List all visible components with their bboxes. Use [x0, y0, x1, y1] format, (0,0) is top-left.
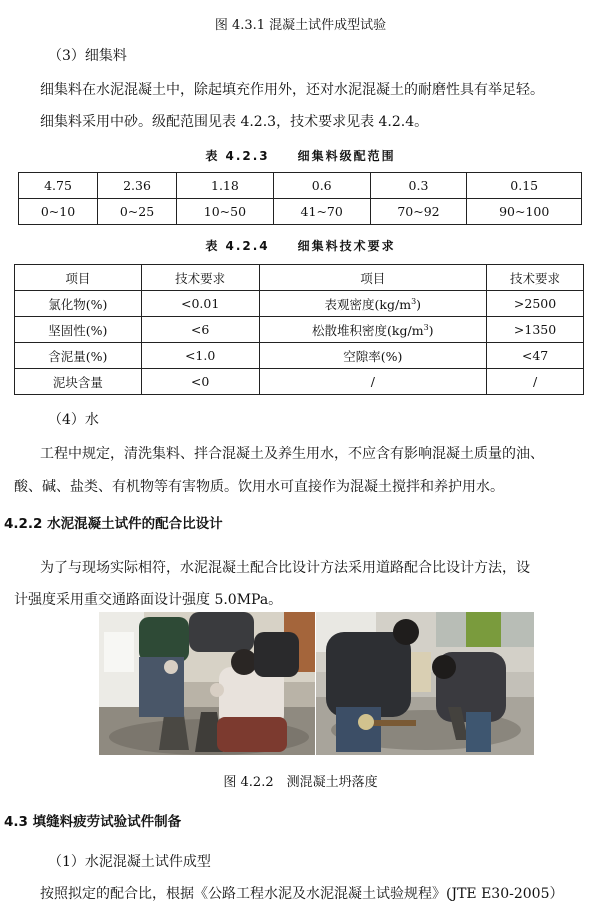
table-cell: 0.6	[273, 173, 370, 199]
unit-close-paren: )	[428, 322, 434, 338]
table-cell: 氯化物(%)	[15, 291, 142, 317]
para-4-2-2-line-1: 为了与现场实际相符，水泥混凝土配合比设计方法采用道路配合比设计方法，设	[40, 560, 530, 576]
table-4-2-4	[14, 264, 584, 395]
table-cell: 含泥量(%)	[15, 343, 142, 369]
table-cell: 0~10	[19, 199, 98, 225]
table-cell: 1.18	[177, 173, 274, 199]
table-header-cell: 技术要求	[487, 265, 584, 291]
unit-superscript: 3	[411, 296, 417, 306]
table-header-row	[15, 265, 584, 291]
table-cell-text: 松散堆积密度(kg/m	[312, 322, 424, 338]
table-cell: /	[487, 369, 584, 395]
table-row	[15, 343, 584, 369]
table-cell: <1.0	[141, 343, 259, 369]
table-cell: 空隙率(%)	[259, 343, 487, 369]
unit-superscript: 3	[423, 322, 429, 332]
table-cell: /	[259, 369, 487, 395]
table-cell: <47	[487, 343, 584, 369]
table-cell: 泥块含量	[15, 369, 142, 395]
table-cell: 41~70	[273, 199, 370, 225]
section-4-3-1-line-1: 按照拟定的配合比，根据《公路工程水泥及水泥混凝土试验规程》(JTE E30-2005）	[40, 886, 564, 902]
table-cell: <0	[141, 369, 259, 395]
table-4-2-3-caption: 表 4.2.3 细集料级配范围	[205, 149, 396, 163]
table-cell	[259, 291, 487, 317]
table-cell: 70~92	[370, 199, 467, 225]
table-cell: 0~25	[98, 199, 177, 225]
table-header-cell: 项目	[259, 265, 487, 291]
table-header-cell: 技术要求	[141, 265, 259, 291]
table-4-2-3	[18, 172, 582, 225]
table-cell: <0.01	[141, 291, 259, 317]
slump-test-photo-left	[99, 612, 315, 755]
unit-close-paren: )	[416, 296, 422, 312]
table-row	[15, 291, 584, 317]
heading-4-3: 4.3 填缝料疲劳试验试件制备	[4, 814, 182, 830]
figure-4-3-1-caption: 图 4.3.1 混凝土试件成型试验	[214, 18, 387, 33]
table-cell: 坚固性(%)	[15, 317, 142, 343]
table-header-cell: 项目	[15, 265, 142, 291]
table-row	[19, 173, 582, 199]
table-cell: 90~100	[467, 199, 582, 225]
table-cell: <6	[141, 317, 259, 343]
table-row	[15, 317, 584, 343]
table-cell: 0.15	[467, 173, 582, 199]
section-3-title: （3）细集料	[48, 48, 127, 64]
slump-test-photo-right-image	[316, 612, 534, 755]
table-cell: >1350	[487, 317, 584, 343]
table-cell	[259, 317, 487, 343]
table-cell: 0.3	[370, 173, 467, 199]
section-3-line-2: 细集料采用中砂。级配范围见表 4.2.3，技术要求见表 4.2.4。	[40, 114, 429, 130]
section-4-line-2: 酸、碱、盐类、有机物等有害物质。饮用水可直接作为混凝土搅拌和养护用水。	[14, 479, 504, 495]
table-cell: 2.36	[98, 173, 177, 199]
section-4-3-1-title: （1）水泥混凝土试件成型	[48, 854, 211, 870]
table-row	[19, 199, 582, 225]
heading-4-2-2: 4.2.2 水泥混凝土试件的配合比设计	[4, 516, 223, 532]
table-4-2-4-caption: 表 4.2.4 细集料技术要求	[205, 239, 396, 253]
section-3-line-1: 细集料在水泥混凝土中，除起填充作用外，还对水泥混凝土的耐磨性具有举足轻。	[40, 82, 544, 98]
section-4-line-1: 工程中规定，清洗集料、拌合混凝土及养生用水，不应含有影响混凝土质量的油、	[40, 446, 544, 462]
table-cell-text: 表观密度(kg/m	[324, 296, 412, 312]
table-row	[15, 369, 584, 395]
table-cell: 4.75	[19, 173, 98, 199]
section-4-title: （4）水	[48, 412, 99, 428]
table-cell: 10~50	[177, 199, 274, 225]
table-cell: >2500	[487, 291, 584, 317]
slump-test-photo-left-image	[99, 612, 315, 755]
slump-test-photo-right	[316, 612, 534, 755]
figure-4-2-2-caption: 图 4.2.2 测混凝土坍落度	[223, 775, 378, 790]
para-4-2-2-line-2: 计强度采用重交通路面设计强度 5.0MPa。	[14, 592, 283, 608]
